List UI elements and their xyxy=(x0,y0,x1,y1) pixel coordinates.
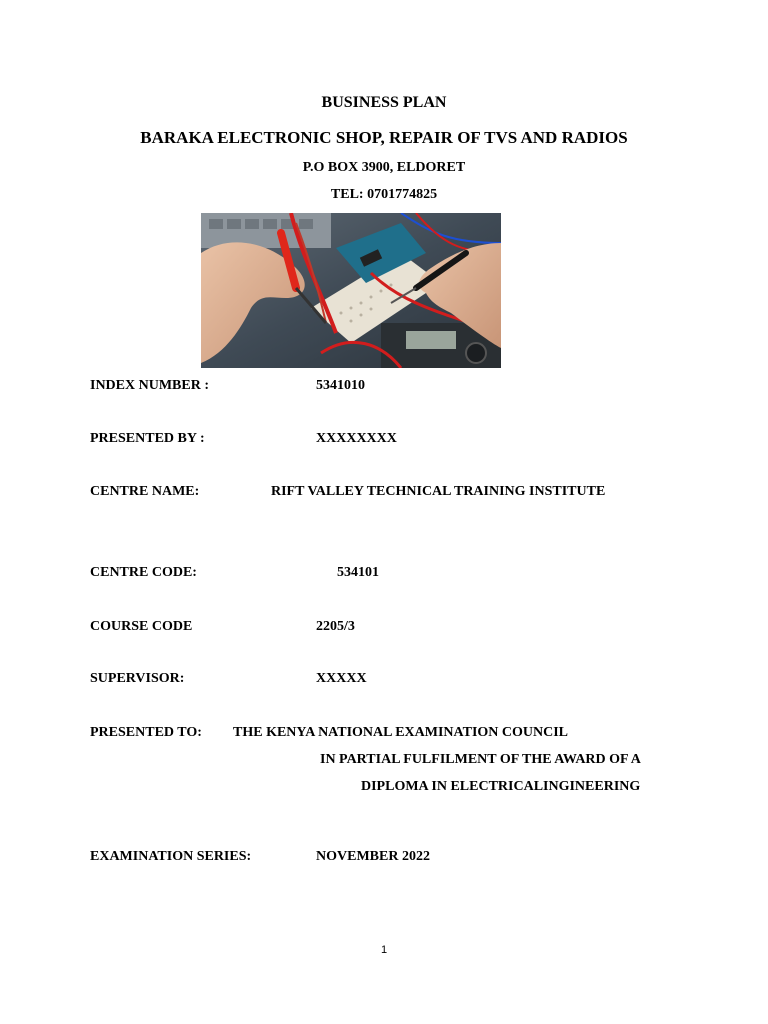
centre-code-value: 534101 xyxy=(337,565,379,580)
index-number-value: 5341010 xyxy=(316,378,365,393)
presented-to-line-1: THE KENYA NATIONAL EXAMINATION COUNCIL xyxy=(233,725,569,740)
address-line: P.O BOX 3900, ELDORET xyxy=(302,160,466,175)
index-number-label: INDEX NUMBER : xyxy=(90,378,209,393)
course-code-value: 2205/3 xyxy=(316,619,355,634)
business-name-heading: BARAKA ELECTRONIC SHOP, REPAIR OF TVS AND RADIOS xyxy=(140,128,628,147)
centre-code-label: CENTRE CODE: xyxy=(90,565,197,580)
presented-by-value: XXXXXXXX xyxy=(316,431,397,446)
presented-to-line-3: DIPLOMA IN ELECTRICALINGINEERING xyxy=(361,779,641,794)
examination-series-label: EXAMINATION SERIES: xyxy=(90,849,252,864)
document-type-title: BUSINESS PLAN xyxy=(321,94,447,111)
telephone-line: TEL: 0701774825 xyxy=(330,187,438,202)
page-number: 1 xyxy=(380,944,388,956)
centre-name-value: RIFT VALLEY TECHNICAL TRAINING INSTITUTE xyxy=(271,484,606,499)
centre-name-label: CENTRE NAME: xyxy=(90,484,200,499)
presented-by-label: PRESENTED BY : xyxy=(90,431,205,446)
supervisor-value: XXXXX xyxy=(316,671,367,686)
course-code-label: COURSE CODE xyxy=(90,619,193,634)
examination-series-value: NOVEMBER 2022 xyxy=(316,849,430,864)
presented-to-line-2: IN PARTIAL FULFILMENT OF THE AWARD OF A xyxy=(320,752,641,767)
supervisor-label: SUPERVISOR: xyxy=(90,671,185,686)
electronics-repair-photo xyxy=(201,213,501,368)
presented-to-label: PRESENTED TO: xyxy=(90,725,202,740)
